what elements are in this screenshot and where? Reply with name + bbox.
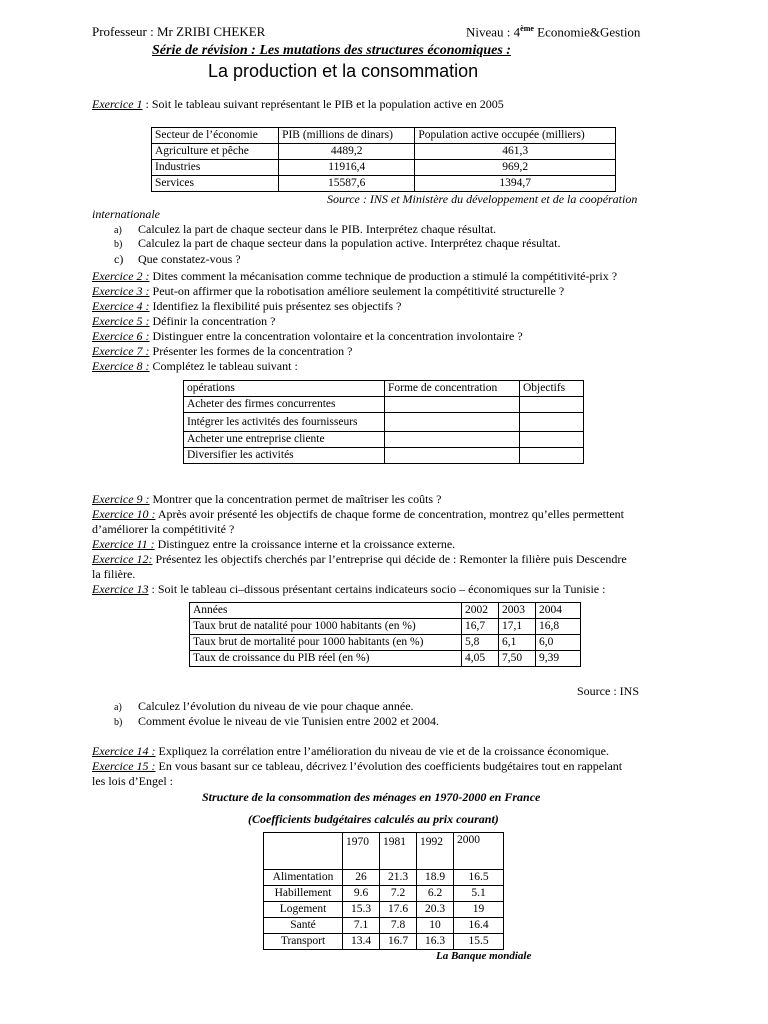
exercise-label: Exercice 10 : xyxy=(92,507,156,521)
ex15-table-subtitle: (Coefficients budgétaires calculés au prix courant) xyxy=(248,812,499,826)
ex8-cell-form xyxy=(385,397,520,413)
ex15-row-label: Transport xyxy=(264,934,343,950)
ex13-cell: 16,8 xyxy=(536,619,581,635)
ex8-row-label: Acheter des firmes concurrentes xyxy=(184,397,385,413)
ex1-cell: Agriculture et pêche xyxy=(152,144,279,160)
exercise-text: Présenter les formes de la concentration ? xyxy=(149,344,353,358)
ex15-header: 2000 xyxy=(454,833,504,870)
ex15-cell: 16.3 xyxy=(417,934,454,950)
exercise-text: Définir la concentration ? xyxy=(149,314,276,328)
ex15-row-label: Alimentation xyxy=(264,870,343,886)
ex15-cell: 21.3 xyxy=(380,870,417,886)
exercise-text: Distinguer entre la concentration volontaire et la concentration involontaire ? xyxy=(149,329,523,343)
exercise-label: Exercice 6 : xyxy=(92,329,150,343)
level-prefix: Niveau : 4 xyxy=(466,24,521,40)
exercise-text: Montrer que la concentration permet de maîtriser les coûts ? xyxy=(149,492,442,506)
ex15-cell: 20.3 xyxy=(417,902,454,918)
ex8-cell-form xyxy=(385,413,520,432)
ex15-cell: 6.2 xyxy=(417,886,454,902)
exercise-label: Exercice 9 : xyxy=(92,492,150,506)
ex8-cell-objective xyxy=(520,448,584,464)
ex15-source: La Banque mondiale xyxy=(436,950,532,962)
exercise-6 xyxy=(92,329,523,344)
ex13-cell: 6,0 xyxy=(536,635,581,651)
ex15-cell: 18.9 xyxy=(417,870,454,886)
exercise-label: Exercice 13 xyxy=(92,582,149,596)
exercise-10 xyxy=(92,507,624,522)
ex1-cell: 4489,2 xyxy=(279,144,415,160)
ex1-question-c xyxy=(114,252,241,267)
ex15-header-empty xyxy=(264,833,343,870)
ex1-statement xyxy=(92,97,504,112)
exercise-label: Exercice 12: xyxy=(92,552,153,566)
exercise-text: Distinguez entre la croissance interne et la croissance externe. xyxy=(154,537,456,551)
ex1-source: Source : INS et Ministère du développement et de la coopération xyxy=(327,192,638,206)
ex8-header: Objectifs xyxy=(520,381,584,397)
ex13-cell: 6,1 xyxy=(499,635,536,651)
question-mark: b) xyxy=(114,239,123,250)
exercise-label: Exercice 14 : xyxy=(92,744,156,758)
ex1-cell: 11916,4 xyxy=(279,160,415,176)
question-mark: a) xyxy=(114,702,122,713)
exercise-13 xyxy=(92,582,605,597)
level-sup: ème xyxy=(520,24,534,33)
ex13-table xyxy=(189,602,581,667)
question-text: Calculez la part de chaque secteur dans la population active. Interprétez chaque résultat. xyxy=(138,236,561,250)
ex15-cell: 7.1 xyxy=(343,918,380,934)
exercise-text: Après avoir présenté les objectifs de chaque forme de concentration, montrez qu’elles permettent xyxy=(155,507,624,521)
exercise-label: Exercice 15 : xyxy=(92,759,156,773)
ex8-cell-objective xyxy=(520,397,584,413)
level-info xyxy=(466,24,640,40)
ex15-cell: 26 xyxy=(343,870,380,886)
exercise-text: Complétez le tableau suivant : xyxy=(149,359,298,373)
ex15-header: 1981 xyxy=(380,833,417,870)
ex15-header: 1992 xyxy=(417,833,454,870)
ex13-source: Source : INS xyxy=(577,684,639,698)
exercise-7 xyxy=(92,344,352,359)
exercise-text: : Soit le tableau ci–dissous présentant certains indicateurs socio – économiques sur la Tunisie : xyxy=(148,582,606,596)
question-text: Comment évolue le niveau de vie Tunisien entre 2002 et 2004. xyxy=(138,714,439,728)
ex8-cell-objective xyxy=(520,413,584,432)
ex15-cell: 15.5 xyxy=(454,934,504,950)
level-suffix: Economie&Gestion xyxy=(533,24,641,40)
ex13-cell: 9,39 xyxy=(536,651,581,667)
ex15-cell: 10 xyxy=(417,918,454,934)
ex8-cell-form xyxy=(385,432,520,448)
exercise-label: Exercice 3 : xyxy=(92,284,150,298)
ex13-cell: 4,05 xyxy=(462,651,499,667)
ex15-header: 1970 xyxy=(343,833,380,870)
ex13-row-label: Taux de croissance du PIB réel (en %) xyxy=(190,651,462,667)
question-mark: b) xyxy=(114,717,123,728)
ex1-header: Secteur de l’économie xyxy=(152,128,279,144)
exercise-text: Expliquez la corrélation entre l’amélioration du niveau de vie et de la croissance économique. xyxy=(155,744,609,758)
ex1-label: Exercice 1 xyxy=(92,97,143,111)
ex1-text: : Soit le tableau suivant représentant le PIB et la population active en 2005 xyxy=(142,97,504,111)
ex8-header: opérations xyxy=(184,381,385,397)
exercise-text: Présentez les objectifs cherchés par l’entreprise qui décide de : Remonter la filière puis Descendre xyxy=(152,552,627,566)
exercise-label: Exercice 11 : xyxy=(92,537,155,551)
ex15-cell: 7.8 xyxy=(380,918,417,934)
question-text: Calculez l’évolution du niveau de vie pour chaque année. xyxy=(138,699,414,713)
series-title: Série de révision : Les mutations des structures économiques : xyxy=(152,43,511,58)
ex13-cell: 16,7 xyxy=(462,619,499,635)
ex8-cell-form xyxy=(385,448,520,464)
exercise-label: Exercice 4 : xyxy=(92,299,150,313)
exercise-15 xyxy=(92,759,622,774)
ex13-question-a xyxy=(114,699,414,715)
ex8-row-label: Intégrer les activités des fournisseurs xyxy=(184,413,385,432)
question-mark: c) xyxy=(114,252,124,266)
ex13-row-label: Taux brut de natalité pour 1000 habitants (en %) xyxy=(190,619,462,635)
ex15-cell: 16.5 xyxy=(454,870,504,886)
ex1-cell: Industries xyxy=(152,160,279,176)
ex15-cell: 16.4 xyxy=(454,918,504,934)
ex15-row-label: Habillement xyxy=(264,886,343,902)
ex15-cell: 7.2 xyxy=(380,886,417,902)
ex8-cell-objective xyxy=(520,432,584,448)
ex13-header: 2002 xyxy=(462,603,499,619)
ex15-cell: 13.4 xyxy=(343,934,380,950)
ex1-cell: 15587,6 xyxy=(279,176,415,192)
ex15-row-label: Logement xyxy=(264,902,343,918)
question-text: Que constatez-vous ? xyxy=(138,252,241,266)
ex1-question-b xyxy=(114,236,560,252)
ex13-header: Années xyxy=(190,603,462,619)
ex8-table xyxy=(183,380,584,464)
question-text: Calculez la part de chaque secteur dans le PIB. Interprétez chaque résultat. xyxy=(138,222,497,236)
ex1-source-cont: internationale xyxy=(92,207,160,221)
ex15-cell: 5.1 xyxy=(454,886,504,902)
ex1-header: PIB (millions de dinars) xyxy=(279,128,415,144)
ex1-header: Population active occupée (milliers) xyxy=(415,128,616,144)
ex13-cell: 5,8 xyxy=(462,635,499,651)
exercise-12-cont: la filière. xyxy=(92,567,136,581)
exercise-3 xyxy=(92,284,564,299)
exercise-9 xyxy=(92,492,441,507)
exercise-15-cont: les lois d’Engel : xyxy=(92,774,173,788)
ex1-cell: 1394,7 xyxy=(415,176,616,192)
exercise-label: Exercice 8 : xyxy=(92,359,150,373)
question-mark: a) xyxy=(114,225,122,236)
professor-name: Professeur : Mr ZRIBI CHEKER xyxy=(92,24,266,39)
ex13-cell: 7,50 xyxy=(499,651,536,667)
ex1-cell: 969,2 xyxy=(415,160,616,176)
ex8-header: Forme de concentration xyxy=(385,381,520,397)
ex15-table-title: Structure de la consommation des ménages en 1970-2000 en France xyxy=(202,790,541,804)
ex1-table xyxy=(151,127,616,192)
ex13-question-b xyxy=(114,714,439,730)
exercise-text: En vous basant sur ce tableau, décrivez l’évolution des coefficients budgétaires tout en rappelant xyxy=(155,759,623,773)
page-title: La production et la consommation xyxy=(208,61,479,81)
ex13-row-label: Taux brut de mortalité pour 1000 habitants (en %) xyxy=(190,635,462,651)
ex13-cell: 17,1 xyxy=(499,619,536,635)
exercise-text: Dites comment la mécanisation comme technique de production a stimulé la compétitivité-prix ? xyxy=(149,269,618,283)
ex13-header: 2003 xyxy=(499,603,536,619)
exercise-10-cont: d’améliorer la compétitivité ? xyxy=(92,522,235,536)
exercise-text: Identifiez la flexibilité puis présentez ses objectifs ? xyxy=(149,299,402,313)
ex15-cell: 17.6 xyxy=(380,902,417,918)
exercise-label: Exercice 2 : xyxy=(92,269,150,283)
ex15-cell: 9.6 xyxy=(343,886,380,902)
ex1-cell: 461,3 xyxy=(415,144,616,160)
ex15-cell: 15.3 xyxy=(343,902,380,918)
ex13-header: 2004 xyxy=(536,603,581,619)
exercise-11 xyxy=(92,537,455,552)
exercise-text: Peut-on affirmer que la robotisation améliore seulement la compétitivité structurelle ? xyxy=(149,284,565,298)
ex15-cell: 16.7 xyxy=(380,934,417,950)
exercise-8 xyxy=(92,359,298,374)
ex15-cell: 19 xyxy=(454,902,504,918)
ex8-row-label: Diversifier les activités xyxy=(184,448,385,464)
exercise-12 xyxy=(92,552,627,567)
exercise-14 xyxy=(92,744,609,759)
exercise-label: Exercice 7 : xyxy=(92,344,150,358)
exercise-5 xyxy=(92,314,275,329)
exercise-label: Exercice 5 : xyxy=(92,314,150,328)
ex15-row-label: Santé xyxy=(264,918,343,934)
exercise-4 xyxy=(92,299,401,314)
exercise-2 xyxy=(92,269,617,284)
ex8-row-label: Acheter une entreprise cliente xyxy=(184,432,385,448)
ex1-cell: Services xyxy=(152,176,279,192)
ex15-table xyxy=(263,832,504,950)
